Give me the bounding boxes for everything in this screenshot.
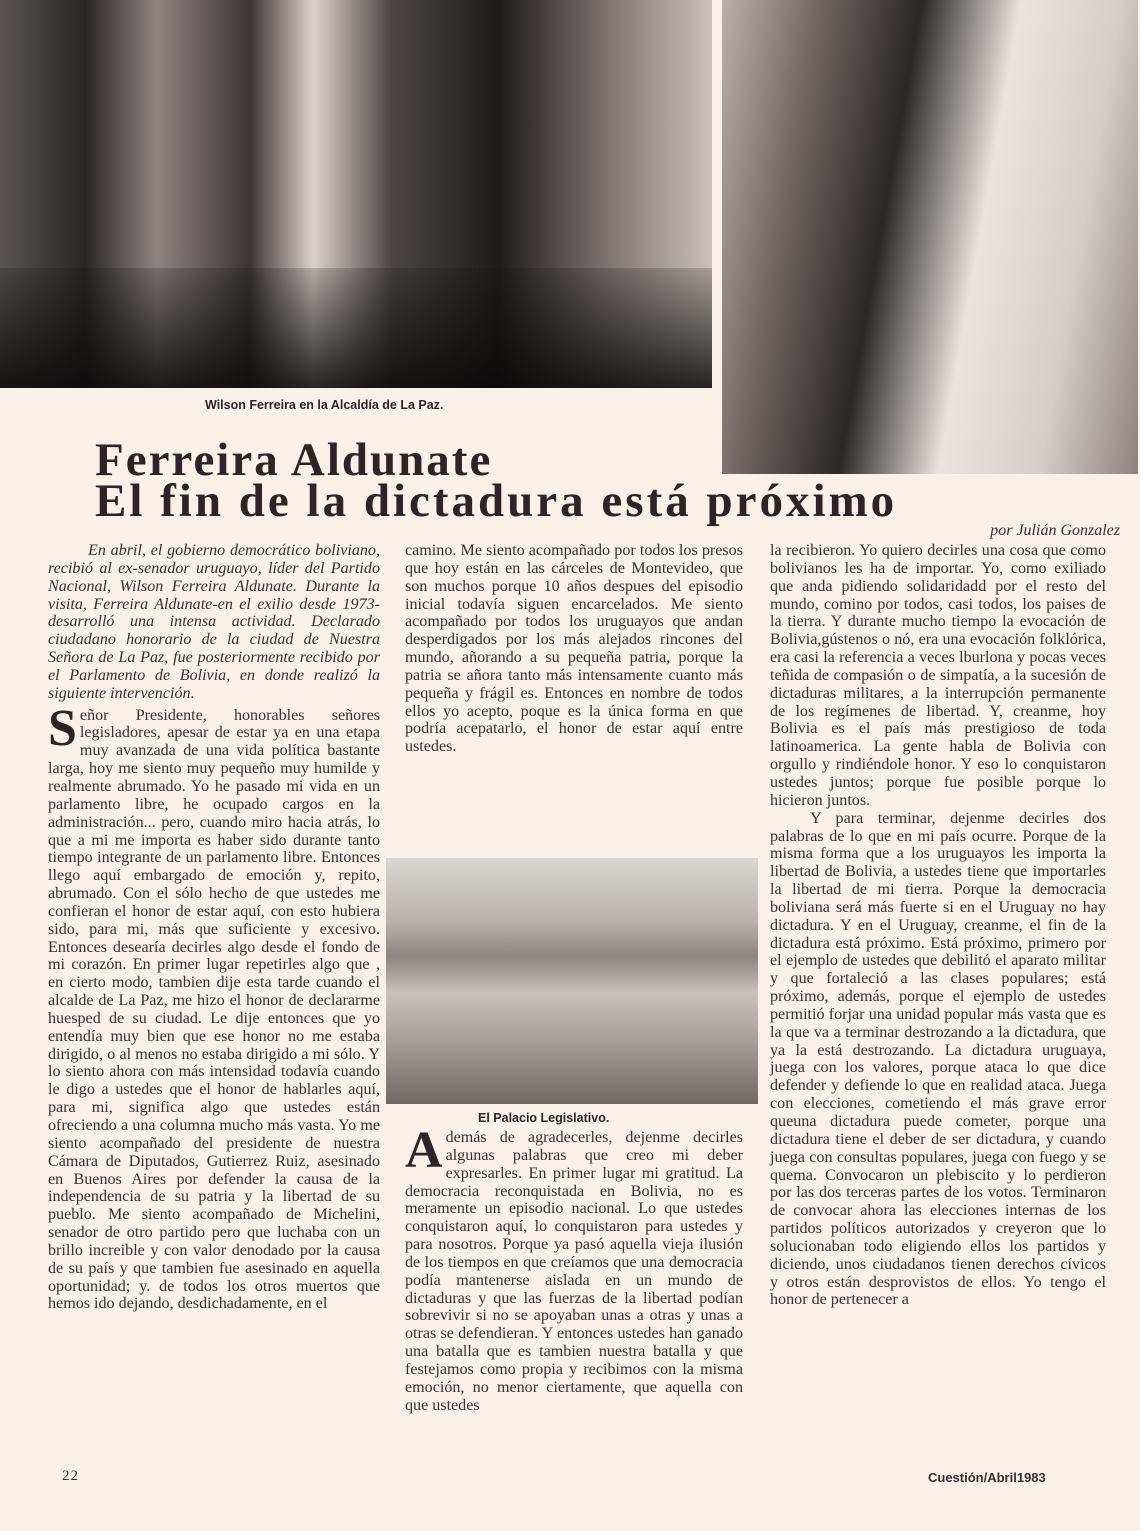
photo-caption: El Palacio Legislativo. [478, 1111, 610, 1125]
column-3 [770, 542, 1106, 1309]
magazine-issue: Cuestión/Abril1983 [928, 1470, 1046, 1485]
body-paragraph: demás de agradecerles, dejenme decirles algunas palabras que creo mi deber expresarles. En primer lugar mi gratitud. La democracia reconquistada en Bolivia, no es meramente un episodio nacional. Lo que ustedes conquistaron aquí, lo conquistaron para ustedes y para nosotros. Porque ya pasó aquella vieja ilusión de los tiempos en que creíamos que una democracia podía mantenerse aislada en un mundo de dictaduras y que las fuerzas de la libertad podían sobrevivir si no se apoyaban unas a otras y unas a otras se defendieran. Y entonces ustedes han ganado una batalla que es tambien nuestra batalla y que festejamos como propia y recibimos con la misma emoción, no menor ciertamente, que aquella con que ustedes [405, 1129, 743, 1414]
drop-cap: S [48, 699, 77, 757]
body-paragraph: eñor Presidente, honorables señores legisladores, apesar de estar ya en una etapa muy avanzada de una vida política bastante larga, hoy me siento muy pequeño muy humilde y realmente abrumado. Yo he pasado mi vida en un parlamento libre, he ocupado cargos en la administración... pero, cuando miro hacia atrás, lo que a mi me importa es haber sido durante tanto tiempo integrante de un parlamento libre. Entonces llego aquí embargado de emoción y, repito, abrumado. Con el sólo hecho de que ustedes me confieran el honor de estar aquí, con esto hubiera sido, para mi, más que suficiente y excesivo. Entonces desearía decirles algo desde el fondo de mi corazón. En primer lugar repetirles algo que , en cierto modo, tambien dije esta tarde cuando el alcalde de La Paz, me hizo el honor de declararme huesped de su ciudad. Le dije entonces que yo entendía muy bien que ese honor no me estaba dirigido, o al menos no estaba dirigido a mi sólo. Y lo siento ahora con más intensidad todavía cuando le digo a ustedes que el honor de hablarles aquí, para mi, significa algo que ustedes están ofreciendo a una columna mucho más vasta. Yo me siento acompañado del presidente de nuestra Cámara de Diputados, Gutierrez Ruiz, asesinado en Buenos Aires por defender la causa de la independencia de su patria y la libertad de su pueblo. Me siento acompañado de Michelini, senador de otro partido pero que luchaba con un brillo increible y con valor denodado por la causa de su país y que tambien fue asesinado en aquella oportunidad; y. de todos los otros muertos que hemos ido dejando, desdichadamente, en el [48, 706, 380, 1313]
photo-ferreira-alcaldia [0, 0, 712, 388]
column-2-bottom [405, 1122, 743, 1415]
drop-cap: A [405, 1122, 443, 1179]
byline: por Julián Gonzalez [990, 522, 1120, 539]
photo-caption: Wilson Ferreira en la Alcaldía de La Paz. [205, 398, 444, 412]
column-2-top [405, 542, 743, 756]
photo-street-crowd [722, 0, 1138, 474]
body-paragraph: la recibieron. Yo quiero decirles una cosa que como bolivianos les ha de importar. Yo, como exiliado que anda pidiendo solidaridadd por el resto del mundo, comino por todos, casi todos, los paises de la tierra. Y durante mucho tiempo la evocación de Bolivia,gústenos o nó, era una evocación folklórica, era casi la referencia a veces lburlona y pocas veces teñida de compasión o de simpatía, a la sucesión de dictaduras militares, a la interrupción permanente de los regímenes de libertad. Y, creanme, hoy Bolivia es el país más prestigioso de toda latinoamerica. La gente habla de Bolivia con orgullo y rindiéndole honor. Y eso lo conquistaron ustedes juntos; porque fue posible porque lo hicieron juntos. [770, 542, 1106, 809]
photo-palacio-legislativo [386, 858, 758, 1104]
headline-line2: El fin de la dictadura está próximo [95, 475, 898, 527]
body-paragraph: Y para terminar, dejenme decirles dos palabras de lo que en mi país ocurre. Porque de la misma forma que a los uruguayos les importa la libertad de Bolivia, a ustedes tiene que importarles la libertad de mi tierra. Porque la democracia boliviana será más fuerte si en el Uruguay no hay dictadura. Y en el Uruguay, creanme, el fin de la dictadura está próximo. Está próximo, primero por el ejemplo de ustedes que debilitó el aparato militar y que fortaleció a las clases populares; está próximo, además, porque el ejemplo de ustedes permitió forjar una unidad popular más vasta que es la que va a terminar destrozando a la dictadura, que ya la está destrozando. La dictadura uruguaya, juega con los valores, porque ataca lo que dice defender y defiende lo que en realidad ataca. Juega con elecciones, cometiendo el más grave error queuna dictadura puede cometer, porque una dictadura tiene el deber de ser dictadura, y cuando juega con consultas populares, juega con fuego y se quema. Convocaron un plebiscito y lo perdieron por las dos terceras partes de los votos. Terminaron de convocar ahora las elecciones internas de los partidos políticos autorizados y creyeron que lo solucionaban todo eligiendo ellos los partidos y diciendo, unos ciudadanos tienen derechos cívicos y otros están desprovistos de ellos. Yo tengo el honor de pertenecer a [770, 809, 1106, 1309]
column-1 [48, 542, 380, 1313]
headline-line1: Ferreira Aldunate [95, 434, 493, 486]
intro-paragraph: En abril, el gobierno democrático boliviano, recibió al ex-senador uruguayo, líder del Partido Nacional, Wilson Ferreira Aldunate. Durante la visita, Ferreira Aldunate-en el exilio desde 1973- desarrolló una intensa actividad. Declarado ciudadano honorario de la ciudad de Nuestra Señora de La Paz, fue posteriormente recibido por el Parlamento de Bolivia, en donde realizó la siguiente intervención. [48, 542, 380, 702]
page-number: 22 [62, 1468, 79, 1484]
body-paragraph: camino. Me siento acompañado por todos los presos que hoy están en las cárceles de Montevideo, que son muchos porque 10 años despues del episodio inicial todavía siguen encarcelados. Me siento acompañado por todos los uruguayos que andan desperdigados por los más alejados rincones del mundo, añorando a su pequeña patria, porque la patria se añora tanto más intensamente cuanto más pequeña y frágil es. Entonces en nombre de todos ellos yo acepto, poque es la única forma en que podría acepatarlo, el honor de estar aquí entre ustedes. [405, 542, 743, 756]
